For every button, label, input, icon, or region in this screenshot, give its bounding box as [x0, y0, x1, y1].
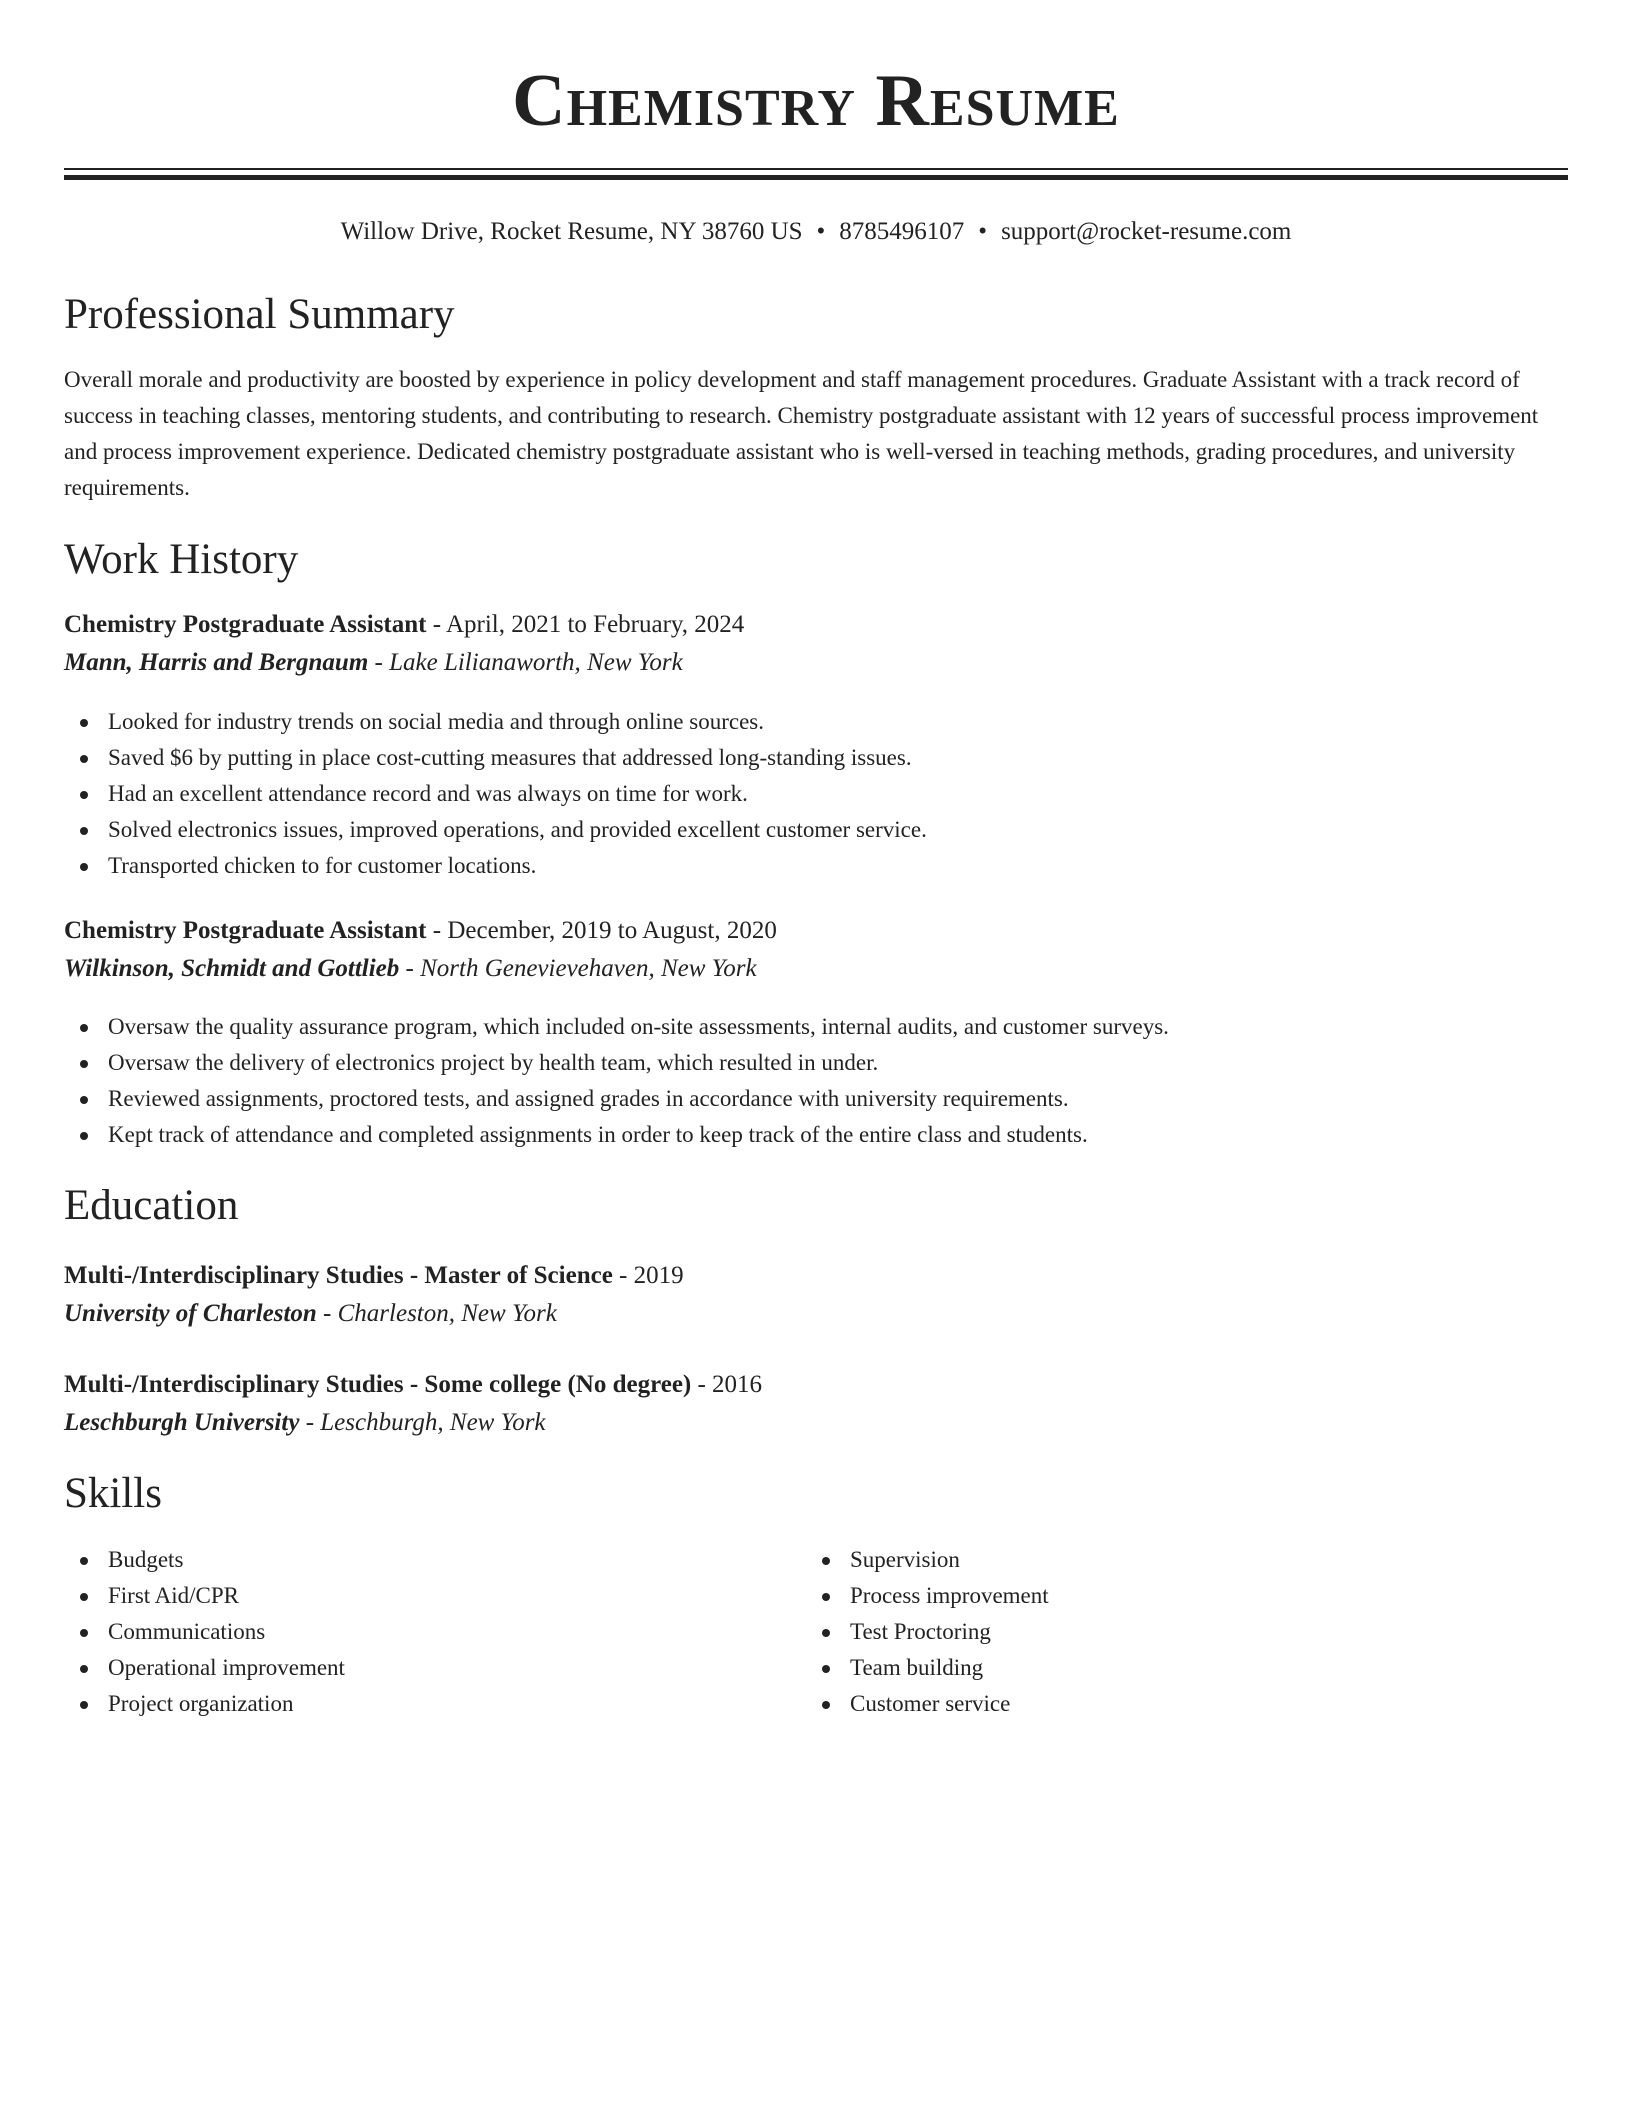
- skills-list-right: [806, 1542, 1049, 1722]
- resume-title: Chemistry Resume: [512, 60, 1120, 142]
- degree-year: - 2019: [612, 1262, 684, 1289]
- degree-name: Multi-/Interdisciplinary Studies - Master of Science: [64, 1262, 613, 1289]
- list-item: Reviewed assignments, proctored tests, and assigned grades in accordance with university requirements.: [64, 1081, 1169, 1117]
- skill-item: Team building: [806, 1650, 1049, 1686]
- skill-item: Customer service: [806, 1686, 1049, 1722]
- list-item: Solved electronics issues, improved operations, and provided excellent customer service.: [64, 812, 927, 848]
- list-item: Oversaw the delivery of electronics project by health team, which resulted in under.: [64, 1045, 1169, 1081]
- degree-line: [64, 1366, 762, 1404]
- job-title-line: [64, 606, 744, 644]
- skills-list-left: [64, 1542, 345, 1722]
- job-location: - North Genevievehaven, New York: [399, 955, 757, 982]
- school-line: [64, 1404, 546, 1442]
- list-item: Transported chicken to for customer locations.: [64, 848, 927, 884]
- job-company-line: [64, 950, 757, 988]
- list-item: Kept track of attendance and completed assignments in order to keep track of the entire class and students.: [64, 1117, 1169, 1153]
- job-title-line: [64, 912, 777, 950]
- skill-item: Supervision: [806, 1542, 1049, 1578]
- list-item: Oversaw the quality assurance program, which included on-site assessments, internal audits, and customer surveys.: [64, 1009, 1169, 1045]
- skill-item: Test Proctoring: [806, 1614, 1049, 1650]
- contact-separator: •: [978, 218, 988, 245]
- summary-text: Overall morale and productivity are boosted by experience in policy development and staff management procedures. Graduate Assistant with a track record of success in teaching classes, mentoring students, and contributing to research. Chemistry postgraduate assistant with 12 years of successful process improvement and process improvement experience. Dedicated chemistry postgraduate assistant who is well-versed in teaching methods, grading procedures, and university requirements.: [64, 367, 1539, 500]
- contact-line: [0, 212, 1632, 252]
- title-divider-thick: [64, 175, 1568, 180]
- job-duties-list: [64, 1009, 1169, 1153]
- list-item: Looked for industry trends on social media and through online sources.: [64, 704, 927, 740]
- school-name: Leschburgh University: [64, 1409, 300, 1436]
- job-dates: - December, 2019 to August, 2020: [426, 917, 777, 944]
- job-company: Wilkinson, Schmidt and Gottlieb: [64, 955, 400, 982]
- title-divider-thin: [64, 168, 1568, 170]
- school-location: - Charleston, New York: [316, 1300, 557, 1327]
- job-dates: - April, 2021 to February, 2024: [426, 611, 745, 638]
- contact-email: support@rocket-resume.com: [1001, 218, 1292, 245]
- work-history-heading: Work History: [64, 536, 299, 583]
- degree-line: [64, 1257, 684, 1295]
- job-company-line: [64, 644, 683, 682]
- job-company: Mann, Harris and Bergnaum: [64, 649, 369, 676]
- skill-item: Project organization: [64, 1686, 345, 1722]
- skill-item: Communications: [64, 1614, 345, 1650]
- school-line: [64, 1295, 557, 1333]
- degree-year: - 2016: [691, 1371, 763, 1398]
- job-title: Chemistry Postgraduate Assistant: [64, 611, 427, 638]
- education-heading: Education: [64, 1182, 239, 1229]
- job-duties-list: [64, 704, 927, 884]
- contact-address: Willow Drive, Rocket Resume, NY 38760 US: [340, 218, 803, 245]
- skill-item: Budgets: [64, 1542, 345, 1578]
- list-item: Had an excellent attendance record and was always on time for work.: [64, 776, 927, 812]
- skill-item: Process improvement: [806, 1578, 1049, 1614]
- list-item: Saved $6 by putting in place cost-cutting measures that addressed long-standing issues.: [64, 740, 927, 776]
- school-name: University of Charleston: [64, 1300, 317, 1327]
- skills-heading: Skills: [64, 1470, 162, 1517]
- job-title: Chemistry Postgraduate Assistant: [64, 917, 427, 944]
- contact-separator: •: [816, 218, 826, 245]
- school-location: - Leschburgh, New York: [299, 1409, 546, 1436]
- skill-item: Operational improvement: [64, 1650, 345, 1686]
- job-location: - Lake Lilianaworth, New York: [368, 649, 683, 676]
- skill-item: First Aid/CPR: [64, 1578, 345, 1614]
- summary-heading: Professional Summary: [64, 291, 455, 338]
- degree-name: Multi-/Interdisciplinary Studies - Some college (No degree): [64, 1371, 692, 1398]
- contact-phone: 8785496107: [839, 218, 965, 245]
